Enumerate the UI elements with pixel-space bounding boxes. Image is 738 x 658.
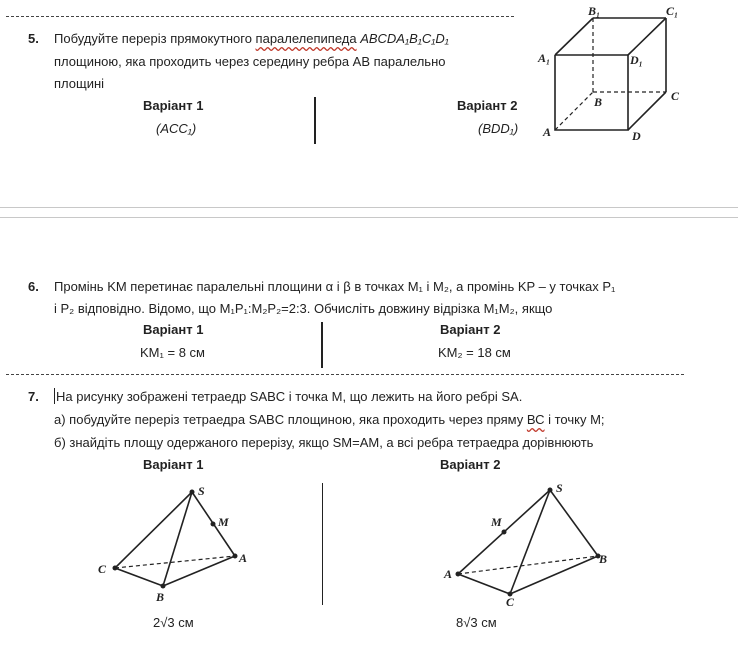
fig2-label-a: A bbox=[444, 567, 453, 581]
task6-variant2-value: KM₂ = 18 см bbox=[438, 345, 511, 360]
fig5-label-a: A bbox=[543, 125, 552, 139]
task5-line1-wavy: паралелепипеда bbox=[255, 31, 357, 46]
task5-line1-b: ABCDA₁B₁C₁D₁ bbox=[356, 31, 449, 46]
task6-variant-divider bbox=[321, 322, 323, 368]
task5-line1 bbox=[54, 27, 449, 50]
task7-line2-b: і точку M; bbox=[544, 412, 605, 427]
task6-line1: Промінь KM перетинає паралельні площини α і β в точках M₁ і M₂, а промінь KP – у точках P₁ bbox=[54, 279, 616, 294]
task7-number: 7. bbox=[28, 389, 39, 404]
task7-line1: На рисунку зображені тетраедр SABC і точка M, що лежить на його ребрі SA. bbox=[56, 389, 523, 404]
task7-variant1-title: Варіант 1 bbox=[143, 457, 204, 472]
fig5-label-d: D bbox=[632, 129, 641, 143]
task7-variant1-value: 2√3 см bbox=[153, 615, 194, 630]
task5-number: 5. bbox=[28, 31, 39, 46]
task7-variant2-value: 8√3 см bbox=[456, 615, 497, 630]
task7-line3: б) знайдіть площу одержаного перерізу, якщо SM=AM, а всі ребра тетраедра дорівнюють bbox=[54, 435, 594, 450]
task5-variant-divider bbox=[314, 97, 316, 144]
fig5-label-c: C bbox=[671, 89, 680, 103]
fig5-label-c1: C₁ bbox=[666, 4, 679, 18]
task6-variant2-title: Варіант 2 bbox=[440, 322, 501, 337]
task5-variant2-value: (BDD₁) bbox=[478, 121, 519, 136]
fig1-label-m: M bbox=[218, 515, 229, 529]
fig2-label-s: S bbox=[556, 481, 563, 495]
tetrahedron-figure-2 bbox=[438, 478, 618, 608]
task6-line2: і P₂ відповідно. Відомо, що M₁P₁:M₂P₂=2:3. Обчисліть довжину відрізка M₁M₂, якщо bbox=[54, 301, 553, 316]
fig2-label-b: B bbox=[599, 552, 608, 566]
fig5-label-b1: B₁ bbox=[588, 4, 601, 18]
task5-variant1-value: (ACC₁) bbox=[156, 121, 197, 136]
tetrahedron-figure-1 bbox=[92, 478, 267, 608]
task7-variant2-title: Варіант 2 bbox=[440, 457, 501, 472]
fig1-label-b: B bbox=[156, 590, 165, 604]
fig5-label-d1: D₁ bbox=[630, 53, 643, 67]
task7-line2-wavy: ВС bbox=[526, 412, 545, 427]
task5-variant1-title: Варіант 1 bbox=[143, 98, 204, 113]
fig2-label-c: C bbox=[506, 595, 515, 608]
fig5-label-b: B bbox=[594, 95, 603, 109]
text-cursor bbox=[54, 388, 55, 404]
task7-line2-a: а) побудуйте переріз тетраедра SABC площиною, яка проходить через пряму bbox=[54, 412, 527, 427]
top-dashed-separator bbox=[6, 16, 514, 17]
task6-variant1-value: KM₁ = 8 см bbox=[140, 345, 205, 360]
fig1-label-s: S bbox=[198, 484, 205, 498]
section-divider-top bbox=[0, 207, 738, 208]
section-divider-bottom bbox=[0, 217, 738, 218]
task6-variant1-title: Варіант 1 bbox=[143, 322, 204, 337]
fig1-label-c: C bbox=[98, 562, 107, 576]
task5-line2: площиною, яка проходить через середину ребра АВ паралельно bbox=[54, 54, 446, 69]
task7-variant-divider bbox=[322, 483, 323, 605]
parallelepiped-figure bbox=[530, 0, 690, 150]
fig1-label-a: A bbox=[239, 551, 248, 565]
fig5-label-a1: A₁ bbox=[538, 51, 551, 65]
fig2-label-m: M bbox=[491, 515, 502, 529]
task7-line2 bbox=[54, 408, 605, 431]
task5-variant2-title: Варіант 2 bbox=[457, 98, 518, 113]
task5-line1-a: Побудуйте переріз прямокутного bbox=[54, 31, 256, 46]
task6-number: 6. bbox=[28, 279, 39, 294]
task5-line3: площині bbox=[54, 76, 105, 91]
middle-dashed-separator bbox=[6, 374, 684, 375]
